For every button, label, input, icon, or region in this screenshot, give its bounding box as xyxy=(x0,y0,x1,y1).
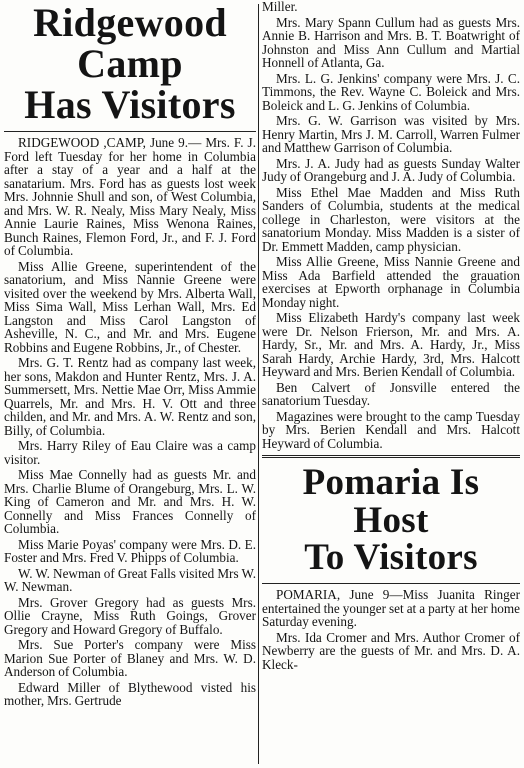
article-paragraph: Mrs. Sue Porter's company were Miss Marion Sue Porter of Blaney and Mrs. W. D. Anderson of Columbia. xyxy=(4,637,256,680)
article-paragraph: Ben Calvert of Jonsville entered the sanatorium Tuesday. xyxy=(262,379,520,408)
article-paragraph: Mrs. Mary Spann Cullum had as guests Mrs. Annie B. Harrison and Mrs. B. T. Boatwright of Johnston and Miss Ann Cullum and Martial Honnell of Atlanta, Ga. xyxy=(262,14,520,70)
article-paragraph: Miss Ethel Mae Madden and Miss Ruth Sanders of Columbia, students at the medical college in Charleston, were visitors at the sanatorium Monday. Miss Madden is a sister of Dr. Emmett Madden, camp physician. xyxy=(262,184,520,254)
headline-ridgewood-line2: Has Visitors xyxy=(24,81,236,127)
article-paragraph: Miss Allie Greene, Miss Nannie Greene and Miss Ada Barfield attended the grauation exercises at Epworth orphanage in Columbia Monday night. xyxy=(262,254,520,310)
column-divider xyxy=(258,4,259,764)
right-column xyxy=(262,0,520,768)
headline-ridgewood-line1: Ridgewood Camp xyxy=(33,0,227,86)
left-column xyxy=(4,0,256,768)
article-separator xyxy=(262,455,520,458)
article-paragraph: Miss Elizabeth Hardy's company last week were Dr. Nelson Frierson, Mr. and Mrs. A. Hardy, Sr., Mr. and Mrs. A. Hardy, Jr., Miss Sarah Hardy, Archie Hardy, 3rd, Mrs. Halcott Heyward and Mrs. Berien Kendall of Columbia. xyxy=(262,310,520,379)
article-paragraph: Magazines were brought to the camp Tuesday by Mrs. Berien Kendall and Mrs. Halcott Heyward of Columbia. xyxy=(262,408,520,451)
article-paragraph: Miller. xyxy=(262,0,298,14)
article-paragraph: Mrs. Ida Cromer and Mrs. Author Cromer of Newberry are the guests of Mr. and Mrs. D. A. Kleck- xyxy=(262,629,520,672)
article-paragraph: RIDGEWOOD ,CAMP, June 9.— Mrs. F. J. Ford left Tuesday for her home in Columbia after a stay of a year and a half at the sanatarium. Mrs. Ford has as guests lost week Mrs. Johnnie Shull and son, of West Columbia, and Mrs. W. R. Nealy, Miss Mary Nealy, Miss Annie Laurie Raines, Miss Wenona Raines, Bunch Raines, Flemon Ford, Jr., and F. J. Ford of Columbia. xyxy=(4,135,256,259)
headline-rule xyxy=(262,583,520,584)
headline-pomaria-line2: To Visitors xyxy=(304,537,478,579)
article-paragraph: Mrs. G. T. Rentz had as company last week, her sons, Makdon and Hunter Rentz, Mrs. J. A. Summersett, Mrs. Nettie Mae Orr, Miss Ammie Quarrels, Mr. and Mrs. H. V. Ott and three childen, and Mr. and Mrs. A. W. Rentz and son, Billy, of Columbia. xyxy=(4,355,256,438)
article-paragraph: Miss Marie Poyas' company were Mrs. D. E. Foster and Mrs. Fred V. Phipps of Columbia. xyxy=(4,536,256,566)
article-paragraph: Mrs. J. A. Judy had as guests Sunday Walter Judy of Orangeburg and J. A. Judy of Columbia. xyxy=(262,155,520,184)
article-paragraph: Edward Miller of Blythewood visted his mother, Mrs. Gertrude xyxy=(4,679,256,709)
article-paragraph: Miss Allie Greene, superintendent of the sanatorium, and Miss Nannie Greene were visited over the weekend by Mrs. Alberta Wall, Miss Sima Wall, Miss Lerhan Wall, Mrs. Ed Langston and Miss Carol Langston of Asheville, N. C., and Mr. and Mrs. Eugene Robbins and Eugene Robbins, Jr., of Chester. xyxy=(4,258,256,355)
article-paragraph: Miss Mae Connelly had as guests Mr. and Mrs. Charlie Blume of Orangeburg, Mrs. L. W. King of Cameron and Mr. and Mrs. H. W. Connelly and Miss Frances Connelly of Columbia. xyxy=(4,467,256,537)
article-paragraph: Mrs. L. G. Jenkins' company were Mrs. J. C. Timmons, the Rev. Wayne C. Boleick and Mrs. Boleick and L. G. Jenkins of Columbia. xyxy=(262,70,520,113)
headline-rule xyxy=(4,131,256,132)
article-paragraph: Mrs. G. W. Garrison was visited by Mrs. Henry Martin, Mrs J. M. Carroll, Warren Fulmer and Matthew Garrison of Columbia. xyxy=(262,113,520,155)
article-paragraph: POMARIA, June 9—Miss Juanita Ringer entertained the younger set at a party at her home Saturday evening. xyxy=(262,587,520,630)
article-paragraph: Mrs. Grover Gregory had as guests Mrs. Ollie Crayne, Miss Ruth Goings, Grover Gregory and Howard Gregory of Buffalo. xyxy=(4,594,256,637)
article-paragraph: W. W. Newman of Great Falls visited Mrs W. W. Newman. xyxy=(4,565,256,595)
headline-pomaria-line1: Pomaria Is Host xyxy=(302,462,480,541)
article-paragraph: Mrs. Harry Riley of Eau Claire was a camp visitor. xyxy=(4,438,256,467)
